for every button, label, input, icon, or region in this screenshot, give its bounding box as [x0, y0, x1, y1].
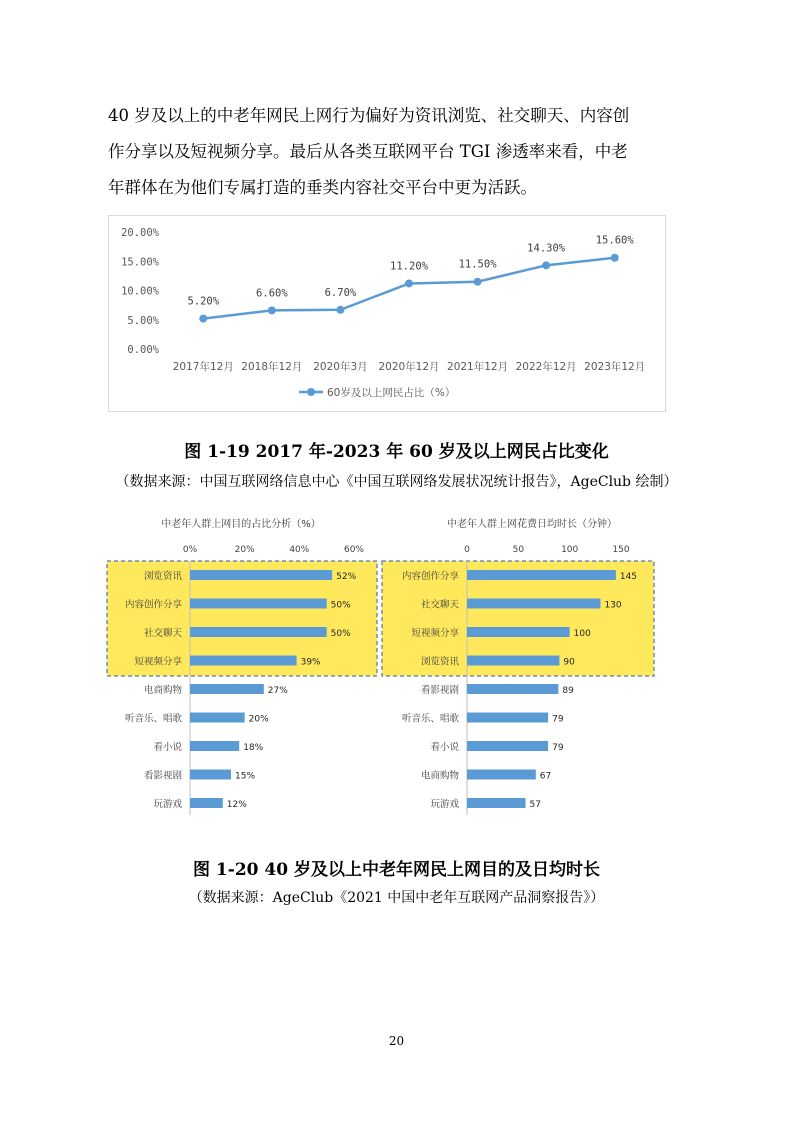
x-tick-label: 2020年12月: [378, 361, 440, 373]
bar-charts: [0, 510, 793, 830]
data-point: [474, 278, 482, 286]
purpose-category-label: 内容创作分享: [124, 599, 182, 611]
purpose-x-tick: 20%: [234, 545, 255, 555]
duration-category-label: 短视频分享: [411, 628, 459, 639]
duration-category-label: 浏览资讯: [420, 656, 459, 668]
data-point: [405, 279, 413, 287]
duration-value-label: 57: [529, 800, 541, 810]
purpose-bar: [190, 684, 264, 694]
purpose-bar: [190, 570, 332, 580]
purpose-value-label: 20%: [248, 714, 269, 725]
purpose-value-label: 12%: [226, 800, 247, 810]
duration-bar: [467, 599, 600, 609]
purpose-category-label: 浏览资讯: [143, 571, 182, 582]
data-label: 11.20%: [390, 260, 428, 273]
paragraph-line-1: 40 岁及以上的中老年网民上网行为偏好为资讯浏览、社交聊天、内容创: [108, 106, 630, 125]
purpose-bar: [190, 713, 245, 723]
x-tick-label: 2022年12月: [515, 361, 577, 373]
y-tick-label: 15.00%: [121, 256, 159, 269]
data-point: [199, 315, 207, 323]
duration-value-label: 67: [539, 771, 552, 782]
purpose-bar: [190, 627, 327, 637]
data-label: 15.60%: [595, 234, 634, 247]
body-paragraph: [108, 98, 698, 206]
purpose-value-label: 50%: [330, 629, 351, 639]
duration-category-label: 内容创作分享: [401, 571, 459, 582]
duration-value-label: 130: [604, 600, 622, 611]
figure-1-source: （数据来源：中国互联网络信息中心《中国互联网络发展状况统计报告》，AgeClub 绘制）: [115, 474, 678, 490]
purpose-category-label: 电商购物: [143, 685, 182, 696]
figure-2-source: （数据来源：AgeClub《2021 中国中老年互联网产品洞察报告》）: [188, 890, 605, 906]
purpose-category-label: 听音乐、唱歌: [124, 713, 182, 725]
paragraph-line-3: 年群体在为他们专属打造的垂类内容社交平台中更为活跃。: [108, 178, 537, 197]
purpose-category-label: 看影视剧: [143, 770, 182, 782]
purpose-category-label: 玩游戏: [153, 799, 182, 810]
duration-value-label: 79: [552, 714, 564, 725]
duration-bar: [467, 684, 558, 694]
duration-value-label: 90: [563, 657, 575, 668]
x-tick-label: 2023年12月: [584, 361, 646, 373]
duration-category-label: 看小说: [430, 742, 459, 753]
duration-bar: [467, 627, 570, 637]
purpose-value-label: 15%: [235, 771, 256, 782]
purpose-x-tick: 0%: [182, 545, 198, 555]
duration-value-label: 100: [573, 629, 591, 639]
legend-label: 60岁及以上网民占比（%）: [327, 387, 456, 399]
duration-title: 中老年人群上网花费日均时长（分钟）: [447, 519, 617, 530]
figure-2-caption: 图 1-20 40 岁及以上中老年网民上网目的及日均时长: [193, 860, 600, 880]
duration-bar: [467, 798, 526, 808]
duration-category-label: 玩游戏: [430, 799, 459, 810]
data-label: 14.30%: [527, 242, 566, 255]
data-label: 5.20%: [187, 295, 220, 308]
data-label: 6.60%: [256, 287, 288, 300]
duration-value-label: 79: [552, 743, 564, 753]
purpose-bar: [190, 656, 297, 666]
x-tick-label: 2021年12月: [447, 361, 509, 373]
figure-1-caption: 图 1-19 2017 年-2023 年 60 岁及以上网民占比变化: [184, 442, 609, 462]
duration-value-label: 145: [619, 572, 638, 582]
line-chart-frame: [108, 215, 666, 412]
purpose-title: 中老年人群上网目的占比分析（%）: [161, 519, 321, 530]
purpose-x-tick: 60%: [343, 545, 365, 555]
y-tick-label: 5.00%: [127, 314, 159, 327]
duration-category-label: 电商购物: [420, 770, 459, 782]
duration-category-label: 看影视剧: [420, 685, 459, 696]
duration-x-tick: 50: [512, 545, 525, 555]
duration-value-label: 89: [562, 686, 574, 696]
duration-bar: [467, 570, 616, 580]
purpose-x-tick: 40%: [289, 545, 310, 555]
purpose-value-label: 18%: [243, 743, 264, 753]
data-label: 11.50%: [458, 258, 497, 271]
purpose-category-label: 看小说: [153, 742, 182, 753]
purpose-category-label: 社交聊天: [143, 628, 182, 639]
purpose-value-label: 52%: [336, 572, 357, 582]
purpose-value-label: 50%: [330, 600, 351, 611]
x-tick-label: 2017年12月: [172, 361, 234, 373]
purpose-bar: [190, 770, 231, 780]
y-tick-label: 0.00%: [127, 344, 159, 356]
data-point: [268, 306, 276, 314]
duration-bar: [467, 656, 559, 666]
y-tick-label: 10.00%: [121, 285, 159, 298]
purpose-category-label: 短视频分享: [134, 656, 182, 668]
duration-bar: [467, 741, 548, 751]
duration-category-label: 社交聊天: [420, 599, 459, 611]
data-label: 6.70%: [324, 286, 357, 299]
purpose-bar: [190, 741, 239, 751]
duration-category-label: 听音乐、唱歌: [401, 713, 459, 725]
data-point: [336, 306, 344, 314]
x-tick-label: 2018年12月: [241, 361, 303, 373]
x-tick-label: 2020年3月: [313, 361, 368, 373]
duration-bar: [467, 713, 548, 723]
purpose-bar: [190, 798, 223, 808]
line-chart: [109, 216, 665, 411]
purpose-value-label: 39%: [300, 657, 321, 668]
duration-x-tick: 100: [561, 545, 579, 555]
purpose-bar: [190, 599, 327, 609]
purpose-value-label: 27%: [267, 686, 288, 696]
legend-marker: [307, 388, 315, 396]
duration-x-tick: 150: [612, 545, 630, 555]
page-number: 20: [388, 1034, 405, 1048]
data-point: [611, 254, 619, 262]
duration-x-tick: 0: [464, 545, 470, 555]
duration-bar: [467, 770, 536, 780]
y-tick-label: 20.00%: [121, 227, 159, 239]
paragraph-line-2: 作分享以及短视频分享。最后从各类互联网平台 TGI 渗透率来看，中老: [108, 142, 628, 161]
data-point: [542, 261, 550, 269]
